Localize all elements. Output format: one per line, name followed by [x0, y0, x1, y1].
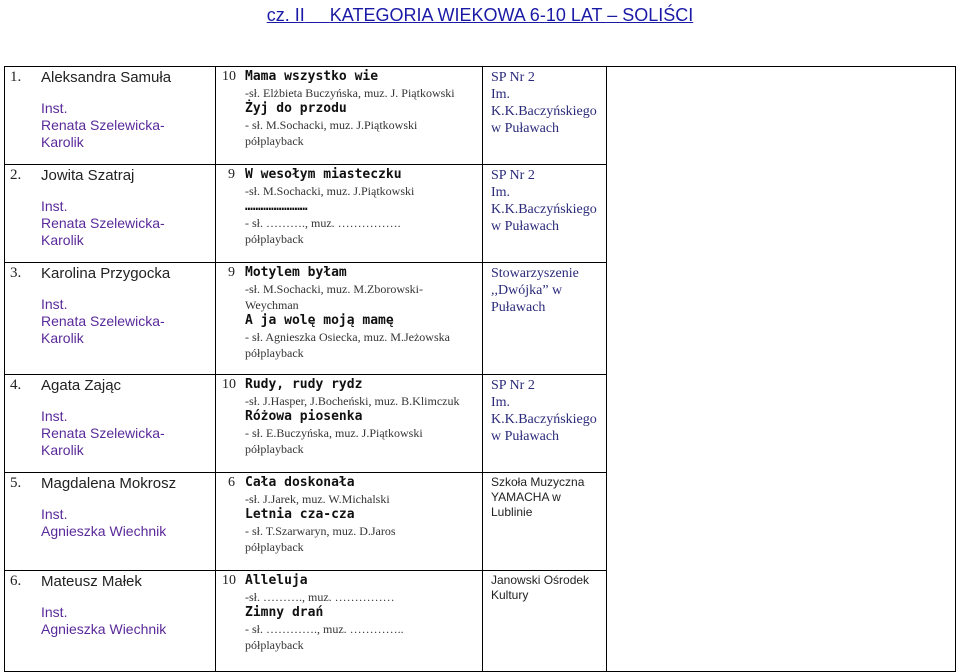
- spacer: [41, 184, 211, 198]
- repertoire-cell: [245, 573, 481, 653]
- duration-value: 10: [222, 69, 236, 84]
- row-number: 2.: [10, 167, 22, 183]
- song-title: Różowa piosenka: [245, 409, 363, 424]
- instructor-line: Inst.: [41, 100, 68, 116]
- row-number: 6.: [10, 573, 22, 589]
- song-title: Żyj do przodu: [245, 101, 347, 116]
- song-title: Mama wszystko wie: [245, 69, 379, 84]
- school-line: Im.: [491, 395, 511, 410]
- title-main: KATEGORIA WIEKOWA 6-10 LAT – SOLIŚCI: [329, 5, 694, 25]
- school-line: Im.: [491, 185, 511, 200]
- song-title: Zimny drań: [245, 605, 324, 620]
- instructor-line: Karolik: [41, 134, 84, 150]
- school-line: K.K.Baczyńskiego: [491, 202, 597, 217]
- row-divider: [4, 570, 606, 571]
- page-title: [0, 5, 960, 26]
- row-number: 1.: [10, 69, 22, 85]
- row-number: 3.: [10, 265, 22, 281]
- duration-value: 9: [228, 167, 235, 182]
- song-credits: -sł. M.Sochacki, muz. J.Piątkowski: [245, 184, 415, 198]
- school-line: SP Nr 2: [491, 168, 535, 183]
- spacer: [41, 394, 211, 408]
- song-title: Cała doskonała: [245, 475, 355, 490]
- participant-name: Karolina Przygocka: [41, 265, 171, 282]
- participant-name: Mateusz Małek: [41, 573, 142, 590]
- duration-value: 10: [222, 573, 236, 588]
- instructor-line: Inst.: [41, 198, 68, 214]
- participant-name: Jowita Szatraj: [41, 167, 135, 184]
- school-line: Puławach: [491, 300, 546, 315]
- song-credits: - sł. Agnieszka Osiecka, muz. M.Jeżowska: [245, 330, 450, 344]
- school-line: Stowarzyszenie: [491, 266, 579, 281]
- participant-cell: [41, 265, 211, 347]
- school-line: Im.: [491, 87, 511, 102]
- repertoire-cell: [245, 167, 481, 247]
- school-line: YAMACHA w: [491, 490, 561, 504]
- instructor-line: Renata Szelewicka-: [41, 215, 165, 231]
- participant-name: Agata Zając: [41, 377, 122, 394]
- participant-name: Magdalena Mokrosz: [41, 475, 177, 492]
- column-divider: [482, 66, 483, 672]
- playback-note: półplayback: [245, 232, 304, 246]
- participant-cell: [41, 69, 211, 151]
- spacer: [41, 282, 211, 296]
- school-line: Janowski Ośrodek: [491, 573, 590, 587]
- row-number: 5.: [10, 475, 22, 491]
- participant-cell: [41, 167, 211, 249]
- song-title: ……………………: [245, 199, 308, 214]
- school-cell: [491, 475, 603, 520]
- participant-name: Aleksandra Samuła: [41, 69, 172, 86]
- repertoire-cell: [245, 475, 481, 555]
- playback-note: półplayback: [245, 346, 304, 360]
- duration-value: 6: [228, 475, 235, 490]
- school-cell: [491, 573, 603, 603]
- song-credits: -sł. J.Hasper, J.Bocheński, muz. B.Klimczuk: [245, 394, 460, 408]
- song-credits: -sł. J.Jarek, muz. W.Michalski: [245, 492, 390, 506]
- school-line: K.K.Baczyńskiego: [491, 412, 597, 427]
- row-divider: [4, 164, 606, 165]
- song-credits: - sł. M.Sochacki, muz. J.Piątkowski: [245, 118, 418, 132]
- school-line: w Puławach: [491, 121, 560, 136]
- song-credits: -sł. M.Sochacki, muz. M.Zborowski-: [245, 282, 423, 296]
- song-title: A ja wolę moją mamę: [245, 313, 394, 328]
- playback-note: półplayback: [245, 540, 304, 554]
- school-line: SP Nr 2: [491, 70, 535, 85]
- playback-note: półplayback: [245, 638, 304, 652]
- school-line: Lublinie: [491, 505, 533, 519]
- spacer: [41, 590, 211, 604]
- column-divider: [606, 66, 607, 672]
- school-cell: [491, 377, 603, 445]
- instructor-line: Agnieszka Wiechnik: [41, 621, 167, 637]
- duration-value: 9: [228, 265, 235, 280]
- instructor-line: Inst.: [41, 408, 68, 424]
- song-credits: - sł. …………., muz. …………..: [245, 622, 404, 636]
- school-line: K.K.Baczyńskiego: [491, 104, 597, 119]
- instructor-line: Renata Szelewicka-: [41, 313, 165, 329]
- song-title: Letnia cza-cza: [245, 507, 355, 522]
- school-line: Kultury: [491, 588, 529, 602]
- column-divider: [215, 66, 216, 672]
- instructor-line: Inst.: [41, 604, 68, 620]
- song-title: Alleluja: [245, 573, 308, 588]
- song-credits: -sł. Elżbieta Buczyńska, muz. J. Piątkowski: [245, 86, 455, 100]
- song-title: Rudy, rudy rydz: [245, 377, 363, 392]
- playback-note: półplayback: [245, 442, 304, 456]
- playback-note: półplayback: [245, 134, 304, 148]
- school-cell: [491, 167, 603, 235]
- participant-cell: [41, 377, 211, 459]
- repertoire-cell: [245, 69, 481, 149]
- instructor-line: Karolik: [41, 330, 84, 346]
- instructor-line: Inst.: [41, 296, 68, 312]
- school-cell: [491, 69, 603, 137]
- song-credits: -sł. ………., muz. ……………: [245, 590, 395, 604]
- school-line: Szkoła Muzyczna: [491, 475, 585, 489]
- song-credits: - sł. T.Szarwaryn, muz. D.Jaros: [245, 524, 396, 538]
- instructor-line: Renata Szelewicka-: [41, 117, 165, 133]
- duration-value: 10: [222, 377, 236, 392]
- repertoire-cell: [245, 377, 481, 457]
- row-divider: [4, 472, 606, 473]
- repertoire-cell: [245, 265, 481, 361]
- row-number: 4.: [10, 377, 22, 393]
- title-prefix: cz. II: [266, 5, 305, 25]
- participant-cell: [41, 475, 211, 540]
- school-cell: [491, 265, 603, 316]
- school-line: ,,Dwójka” w: [491, 283, 563, 298]
- school-line: w Puławach: [491, 219, 560, 234]
- school-line: w Puławach: [491, 429, 560, 444]
- instructor-line: Agnieszka Wiechnik: [41, 523, 167, 539]
- song-credits: - sł. ………., muz. …………….: [245, 216, 401, 230]
- song-credits: Weychman: [245, 298, 299, 312]
- song-title: Motylem byłam: [245, 265, 347, 280]
- instructor-line: Karolik: [41, 232, 84, 248]
- instructor-line: Karolik: [41, 442, 84, 458]
- song-title: W wesołym miasteczku: [245, 167, 402, 182]
- row-divider: [4, 262, 606, 263]
- instructor-line: Renata Szelewicka-: [41, 425, 165, 441]
- participant-cell: [41, 573, 211, 638]
- row-divider: [4, 374, 606, 375]
- instructor-line: Inst.: [41, 506, 68, 522]
- school-line: SP Nr 2: [491, 378, 535, 393]
- song-credits: - sł. E.Buczyńska, muz. J.Piątkowski: [245, 426, 423, 440]
- spacer: [41, 492, 211, 506]
- spacer: [41, 86, 211, 100]
